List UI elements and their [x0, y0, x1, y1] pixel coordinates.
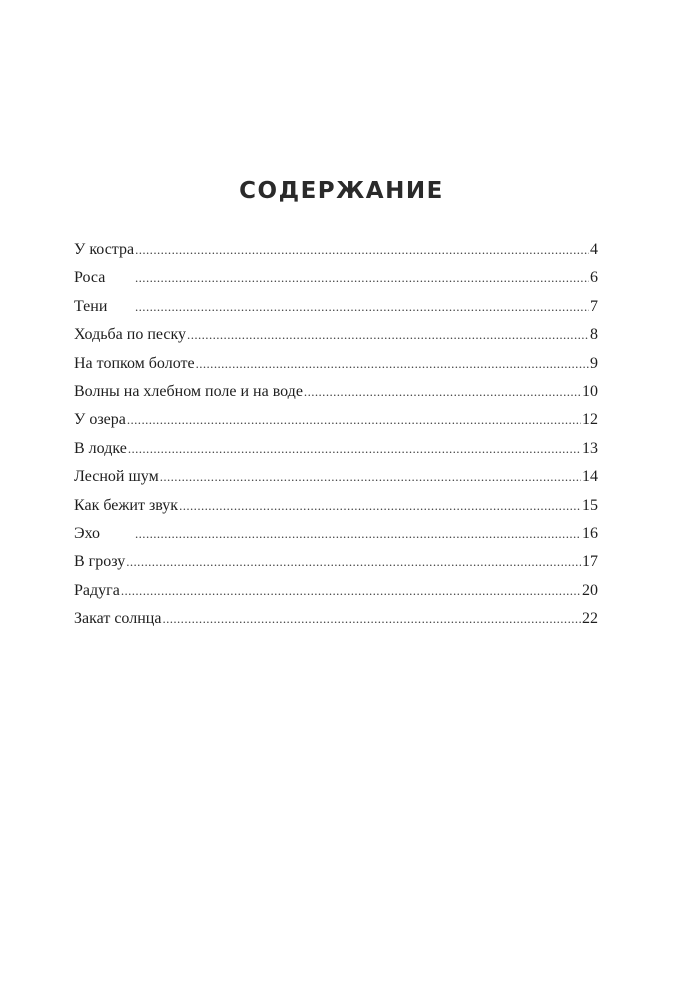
- toc-entry-page: 16: [582, 524, 598, 542]
- toc-entry: [74, 520, 598, 548]
- dot-leader: [135, 236, 589, 264]
- toc-entry: [74, 321, 598, 349]
- toc-entry: [74, 577, 598, 605]
- toc-entry-page: 10: [582, 382, 598, 400]
- toc-entry-title: У озера: [74, 411, 126, 429]
- toc-entry-page: 13: [582, 439, 598, 457]
- dot-leader: [121, 577, 581, 605]
- dot-leader: [196, 350, 589, 378]
- toc-entry: [74, 548, 598, 576]
- toc-entry-title: Как бежит звук: [74, 496, 179, 514]
- toc-entry-page: 9: [590, 354, 598, 372]
- toc-entry-title: Лесной шум: [74, 468, 159, 486]
- dot-leader: [128, 435, 581, 463]
- dot-leader: [179, 492, 581, 520]
- dot-leader: [135, 293, 589, 321]
- toc-entry: [74, 406, 598, 434]
- toc-entry: [74, 435, 598, 463]
- toc-entry-title: Радуга: [74, 581, 120, 599]
- toc-entry-title: Волны на хлебном поле и на воде: [74, 382, 303, 400]
- page-title: СОДЕРЖАНИЕ: [239, 178, 444, 204]
- toc-entry-page: 17: [582, 553, 598, 571]
- toc-entry: [74, 350, 598, 378]
- toc-entry: [74, 492, 598, 520]
- toc-entry-page: 12: [582, 411, 598, 429]
- toc-entry-page: 7: [590, 297, 598, 315]
- toc-entry-page: 6: [590, 269, 598, 287]
- toc-entry: [74, 605, 598, 633]
- toc-entry-title: Роса: [74, 269, 106, 287]
- dot-leader: [135, 264, 589, 292]
- toc-entry-page: 22: [582, 610, 598, 628]
- dot-leader: [187, 321, 589, 349]
- toc-entry-title: В грозу: [74, 553, 126, 571]
- toc-entry-title: Эхо: [74, 524, 100, 542]
- toc-entry-title: У костра: [74, 241, 135, 258]
- toc-entry: [74, 293, 598, 321]
- dot-leader: [160, 463, 581, 491]
- dot-leader: [162, 605, 581, 633]
- dot-leader: [126, 548, 581, 576]
- dot-leader: [127, 406, 581, 434]
- toc-entry-page: 4: [590, 241, 598, 258]
- toc-entry-title: Тени: [74, 297, 108, 315]
- toc-entry-page: 20: [582, 581, 598, 599]
- toc-entry-title: В лодке: [74, 439, 127, 457]
- toc-entry-page: 15: [582, 496, 598, 514]
- dot-leader: [304, 378, 581, 406]
- toc-entry-title: Ходьба по песку: [74, 326, 187, 344]
- dot-leader: [135, 520, 581, 548]
- toc-entry-page: 8: [590, 326, 598, 344]
- toc-entry-title: Закат солнца: [74, 610, 162, 628]
- toc-entry-page: 14: [582, 468, 598, 486]
- toc-entry-title: На топком болоте: [74, 354, 195, 372]
- toc-entry: [74, 236, 598, 264]
- table-of-contents: [74, 236, 598, 633]
- toc-entry: [74, 463, 598, 491]
- toc-entry: [74, 378, 598, 406]
- toc-entry: [74, 264, 598, 292]
